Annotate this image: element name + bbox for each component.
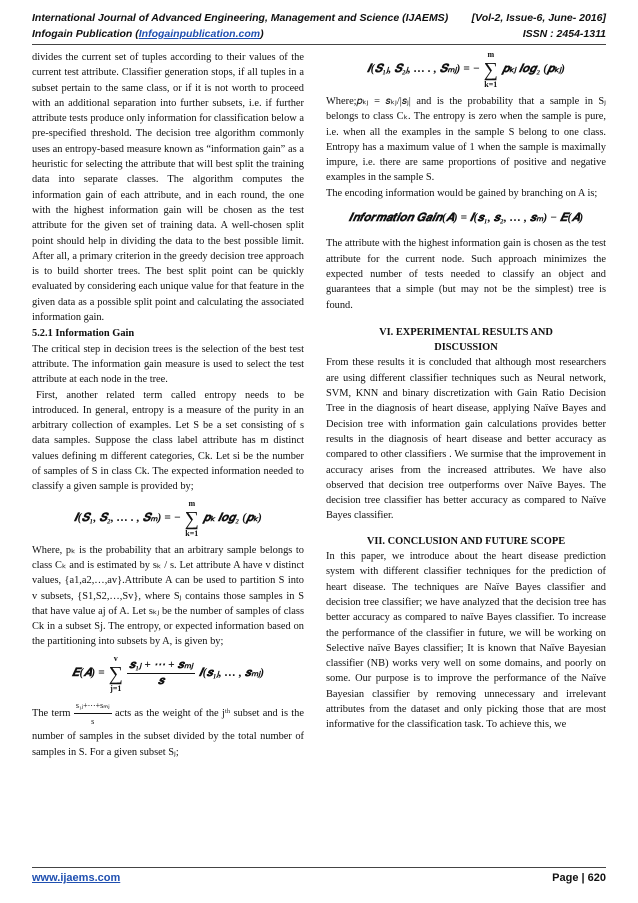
right-paragraph-2: The encoding information would be gained by branching on A is; <box>326 187 598 199</box>
eq3-lhs: 𝑰(𝑺₁ⱼ, 𝑺₂ⱼ, … . , 𝑺ₘⱼ) = − <box>367 63 480 76</box>
sigma-symbol: ∑ <box>184 507 199 530</box>
publisher-line <box>32 28 606 40</box>
page-number: Page | 620 <box>552 872 606 884</box>
left-paragraph-3: First, another related term called entropy needs to be introduced. In general, entropy is a measure of the purity in an arbitrary collection of examples. Let S be a set consisting of s data samples. Suppose the class label attribute has m distinct values defining m different categories, Ck. Let si be the number of samples of S in class Ck. The expected information needed to classify a given sample is provided by; <box>32 389 304 493</box>
eq1-lhs: 𝑰(𝑺₁, 𝑺₂, … . , 𝑺ₘ) = − <box>74 511 181 524</box>
eq2-denominator: 𝒔 <box>157 675 165 688</box>
section-heading-7: VII. CONCLUSION AND FUTURE SCOPE <box>366 535 566 547</box>
eq2-lhs: 𝑬(𝑨) = <box>71 667 105 680</box>
section-heading-5-2-1: 5.2.1 Information Gain <box>32 328 135 340</box>
right-paragraph-5: In this paper, we introduce about the heart disease prediction system with different classifier techniques for the prediction of heart disease. The techniques are Naïve Bayes classifier and decision tree classifier; we have analyzed that the decision tree has better accuracy as compared to naïve Bayes classifier. To increase the performance of the classifier in future, we will be working on Selective naïve Bayes classifier; It is known that Naïve Bayesian classifier (NB) works very well on some domains, and poorly on some. Our purpose is to improve the performance of the Naïve Bayesian classifier by removing unnecessary and irrelevant attributes from the dataset and only picking those that are most informative for the classification task. To achieve this, we <box>326 551 606 731</box>
publisher-link[interactable]: Infogainpublication.com <box>138 28 261 40</box>
eq1-sum <box>185 499 199 539</box>
eq2-fraction <box>127 658 195 690</box>
eq1-sum-top: m <box>188 498 196 508</box>
eq3-sum <box>484 50 498 90</box>
eq2-sum-bottom: j=1 <box>110 683 122 693</box>
eq3-sum-top: m <box>487 50 495 59</box>
left-paragraph-4: Where, pₖ is the probability that an arbitrary sample belongs to class Cₖ and is estimated by sₖ / s. Let attribute A have v distinct values, {a1,a2,…,av}.Attribute A can be used to partition S into v subsets, {S1,S2,…,Sv}, where Sⱼ contains those samples in S that have value aj of A. Let sₖⱼ be the number of samples of class Ck in a subset Sj. The entropy, or expected information based on the partitioning into subsets by A, is given by; <box>32 544 304 648</box>
running-footer <box>32 872 606 884</box>
p5-start: The term <box>32 707 71 719</box>
weight-numerator: s₁ⱼ+⋯+sₘⱼ <box>74 698 112 714</box>
volume-issue: [Vol-2, Issue-6, June- 2016] <box>471 12 606 24</box>
publisher-prefix: Infogain Publication ( <box>32 28 139 40</box>
equation-expected-information <box>32 654 304 694</box>
eq1-sum-bottom: k=1 <box>185 528 199 538</box>
right-paragraph-3: The attribute with the highest information gain is chosen as the test attribute for the current node. Such approach minimizes the expected number of tests needed to classify an object and guarantees that a simple (but may not be the simplest) tree is found. <box>326 238 606 311</box>
left-column <box>32 50 304 760</box>
sigma-symbol: ∑ <box>108 662 123 685</box>
right-column <box>326 50 606 733</box>
equation-entropy <box>32 499 304 539</box>
issn: ISSN : 2454-1311 <box>522 28 606 40</box>
eq1-rhs: 𝒑ₖ 𝒍𝒐𝒈₂ (𝒑ₖ) <box>202 511 262 524</box>
running-header <box>32 12 606 24</box>
weight-denominator: s <box>91 716 95 726</box>
equation-subset-entropy <box>326 50 606 90</box>
eq2-numerator: 𝒔₁ⱼ + ⋯ + 𝒔ₘⱼ <box>127 658 195 674</box>
journal-url-link[interactable]: www.ijaems.com <box>32 872 121 884</box>
left-paragraph-1: divides the current set of tuples according to their values of the current test attribute. Classifier generation stops, if all tuples in a subset pertain to the same class, or if it is not worth to proceed with an additional separation into further subsets, i.e. if further attribute tests produce only information for classification below a pre-specified threshold. The decision tree algorithm commonly uses an entropy-based measure known as “information gain” as a heuristic for selecting the attribute that will best split the training data into separate classes. The algorithm computes the information gain of each attribute, and in each round, the one with the highest information gain will be chosen as the test attribute for the given set of training data. A well-chosen split point should help in dividing the data to the best possible limit. After all, a primary criterion in the greedy decision tree approach is to build shorter trees. The best split point can be quickly evaluated by considering each unique value for that feature in the given data as a possible split point and calculating the associated information gain. <box>32 52 304 324</box>
left-paragraph-5 <box>32 698 304 760</box>
section-heading-6-line-2: DISCUSSION <box>434 342 498 354</box>
footer-rule <box>32 867 606 868</box>
journal-title: International Journal of Advanced Engineering, Management and Science (IJAEMS) <box>32 12 449 24</box>
sigma-symbol: ∑ <box>483 59 498 81</box>
eq2-rhs: 𝑰(𝒔₁ⱼ, … , 𝒔ₘⱼ) <box>199 667 265 680</box>
eq3-sum-bottom: k=1 <box>484 80 498 89</box>
p5-end: acts as the weight of the jᵗʰ subset and is the number of samples in the subset divided by the total number of samples in S. For a given subset Sⱼ; <box>32 707 304 758</box>
weight-fraction <box>74 698 112 730</box>
right-paragraph-4: From these results it is concluded that although most researchers are using different classifier techniques such as Neural network, SVM, KNN and binary discretization with Gain Ratio Decision Tree in the diagnosis of heart disease, applying Naïve Bayes and Decision tree with information gain calculations provides better results in the diagnosis of heart disease and better accuracy as compared to other classifiers . We surmise that the improvement in accuracy arises from the increased attributes. We have also observed that decision tree outperforms over Naïve Bayes. The decision tree classifier has better accuracy as compared to Naïve Bayes classifier. <box>326 357 606 522</box>
eq2-sum-top: v <box>113 653 118 663</box>
right-paragraph-1: Where;𝑝ₖⱼ = 𝑠ₖⱼ/|𝑠ⱼ| and is the probability that a sample in Sⱼ belongs to class Cₖ. The entropy is zero when the sample is pure, i.e. when all the examples in the sample S belong to one class. Entropy has a maximum value of 1 when the sample is maximally impure, i.e. there are same proportions of positive and negative examples in the sample S. <box>326 96 606 184</box>
section-heading-6-line-1: VI. EXPERIMENTAL RESULTS AND <box>379 326 553 338</box>
left-paragraph-2: The critical step in decision trees is the selection of the best test attribute. The information gain measure is used to select the test attribute at each node in the tree. <box>32 343 304 386</box>
eq2-sum <box>109 654 123 694</box>
header-rule <box>32 44 606 45</box>
publisher-suffix: ) <box>260 28 264 40</box>
eq3-rhs: 𝒑ₖⱼ 𝒍𝒐𝒈₂ (𝒑ₖⱼ) <box>501 63 565 76</box>
equation-information-gain: 𝑰𝒏𝒇𝒐𝒓𝒎𝒂𝒕𝒊𝒐𝒏 𝑮𝒂𝒊𝒏(𝑨) = 𝑰(𝒔₁, 𝒔₂, … , 𝒔ₘ) − 𝑬(𝑨) <box>348 212 584 225</box>
